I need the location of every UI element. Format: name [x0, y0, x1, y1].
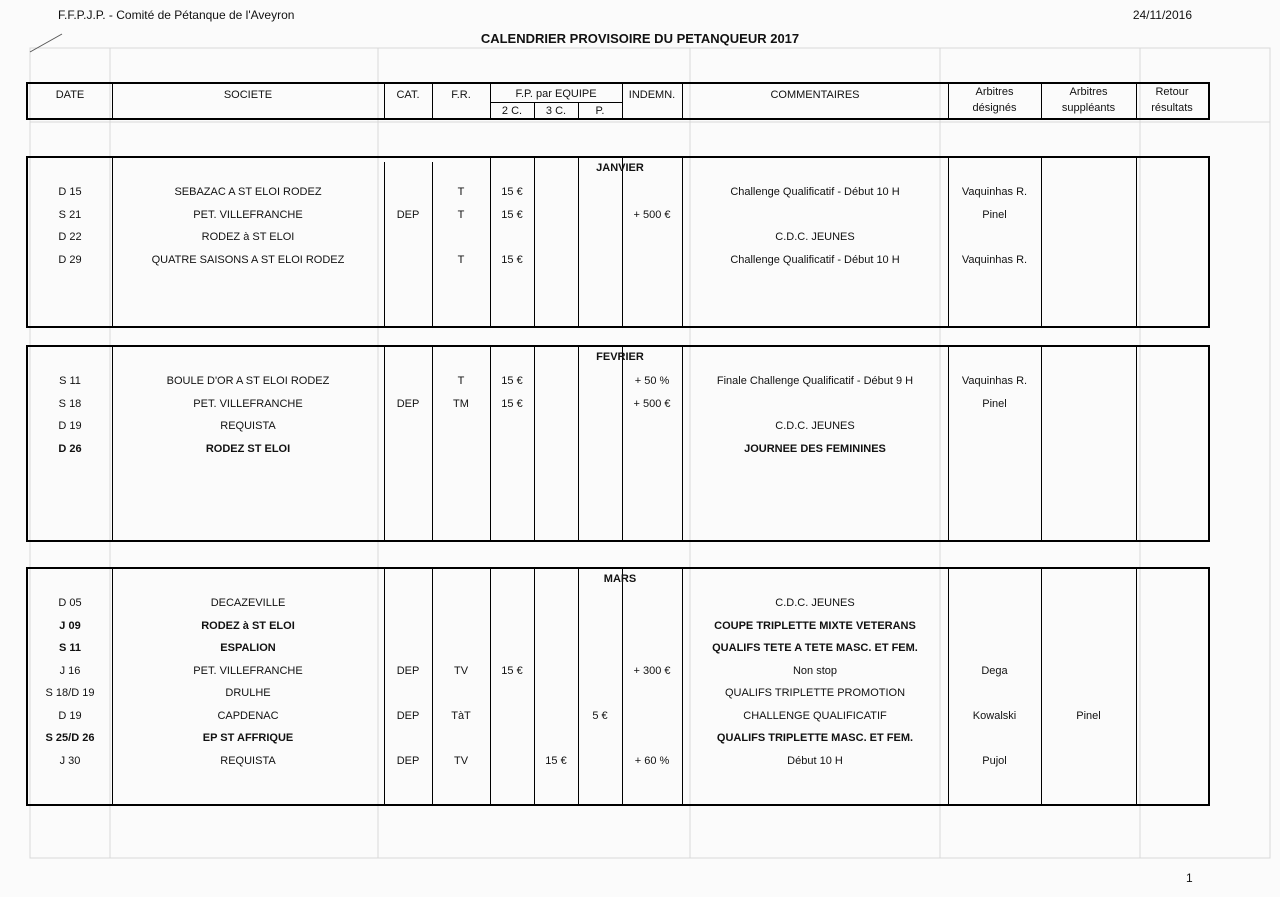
col-cat: CAT.: [396, 89, 420, 101]
col-arbitres-designes: [948, 86, 1041, 120]
cell-comment: QUALIFS TETE A TETE MASC. ET FEM.: [712, 642, 918, 654]
cell-comment: Challenge Qualificatif - Début 10 H: [730, 253, 900, 266]
cell-societe: PET. VILLEFRANCHE: [193, 397, 303, 410]
cell-date: S 11: [59, 375, 81, 387]
cell-comment: JOURNEE DES FEMININES: [744, 442, 886, 455]
cell-arb: Kowalski: [972, 709, 1017, 722]
cell-indemn: + 500 €: [633, 397, 671, 410]
cell-arb: Vaquinhas R.: [961, 253, 1028, 266]
cell-date: S 18/D 19: [45, 687, 95, 699]
cell-indemn: + 500 €: [633, 208, 671, 221]
cell-arb: Vaquinhas R.: [961, 375, 1028, 387]
col-arbitres2-label: Arbitres: [1069, 86, 1108, 98]
cell-cat: DEP: [396, 397, 420, 410]
col-fp-2c: 2 C.: [501, 105, 523, 117]
cell-arb: Vaquinhas R.: [961, 186, 1028, 198]
cell-societe: QUATRE SAISONS A ST ELOI RODEZ: [151, 253, 345, 266]
cell-arb: Dega: [981, 664, 1008, 677]
calendar-row: [28, 755, 1208, 769]
cell-comment: QUALIFS TRIPLETTE PROMOTION: [724, 687, 906, 699]
month-section-fevrier: [26, 345, 1210, 542]
cell-date: D 26: [58, 442, 82, 455]
calendar-row: [28, 665, 1208, 679]
col-arbitres-suppleants: [1041, 86, 1136, 120]
cell-societe: ESPALION: [220, 642, 276, 654]
cell-date: J 30: [59, 754, 81, 767]
calendar-row: [28, 597, 1208, 611]
document-date: 24/11/2016: [1132, 8, 1192, 22]
calendar-row: [28, 687, 1208, 701]
month-section-mars: [26, 567, 1210, 806]
col-fp: F.P. par EQUIPE: [515, 88, 597, 100]
cell-societe: SEBAZAC A ST ELOI RODEZ: [174, 186, 322, 198]
cell-societe: DRULHE: [225, 687, 271, 699]
cell-cat: DEP: [396, 664, 420, 677]
calendar-row: [28, 231, 1208, 245]
page-title: CALENDRIER PROVISOIRE DU PETANQUEUR 2017: [480, 31, 800, 46]
calendar-row: [28, 254, 1208, 268]
cell-c2: 15 €: [501, 253, 523, 266]
cell-c2: 15 €: [501, 397, 523, 410]
cell-comment: Début 10 H: [787, 754, 843, 767]
col-suppleants-label: suppléants: [1061, 102, 1116, 114]
cell-date: D 05: [58, 597, 82, 609]
cell-fr: T: [457, 375, 465, 387]
col-resultats-label: résultats: [1151, 102, 1193, 114]
cell-comment: QUALIFS TRIPLETTE MASC. ET FEM.: [716, 732, 914, 744]
cell-arb: Pinel: [982, 397, 1007, 410]
cell-date: S 21: [58, 208, 82, 221]
cell-date: S 25/D 26: [45, 732, 95, 744]
cell-fr: TV: [453, 754, 469, 767]
calendar-row: [28, 398, 1208, 412]
col-commentaires: COMMENTAIRES: [770, 89, 860, 101]
cell-comment: Challenge Qualificatif - Début 10 H: [730, 186, 900, 198]
cell-societe: RODEZ à ST ELOI: [201, 619, 295, 632]
cell-date: D 15: [58, 186, 82, 198]
col-indemn: INDEMN.: [628, 89, 676, 101]
cell-cat: DEP: [396, 754, 420, 767]
cell-date: D 19: [58, 709, 82, 722]
cell-c2: 15 €: [501, 375, 523, 387]
cell-date: J 16: [59, 664, 81, 677]
cell-comment: C.D.C. JEUNES: [775, 420, 855, 432]
cell-c2: 15 €: [501, 664, 523, 677]
col-fr: F.R.: [451, 89, 471, 101]
cell-societe: RODEZ à ST ELOI: [201, 231, 295, 243]
calendar-row: [28, 186, 1208, 200]
cell-fr: TàT: [451, 709, 471, 722]
col-fp-3c: 3 C.: [545, 105, 567, 117]
cell-comment: CHALLENGE QUALIFICATIF: [743, 709, 887, 722]
page-number: 1: [1186, 871, 1193, 885]
cell-indemn: + 300 €: [633, 664, 671, 677]
calendar-row: [28, 443, 1208, 457]
cell-societe: RODEZ ST ELOI: [205, 442, 291, 455]
cell-c2: 15 €: [501, 208, 523, 221]
calendar-row: [28, 732, 1208, 746]
calendar-row: [28, 420, 1208, 434]
organization-name: F.F.P.J.P. - Comité de Pétanque de l'Aveyron: [58, 8, 295, 22]
month-title: MARS: [603, 573, 637, 585]
cell-comment: Finale Challenge Qualificatif - Début 9 H: [716, 375, 914, 387]
col-societe: SOCIETE: [223, 89, 273, 101]
calendar-row: [28, 375, 1208, 389]
cell-comment: C.D.C. JEUNES: [775, 231, 855, 243]
cell-fr: T: [457, 186, 465, 198]
cell-societe: REQUISTA: [220, 420, 276, 432]
month-title: FEVRIER: [596, 351, 644, 363]
cell-cat: DEP: [396, 709, 420, 722]
cell-societe: DECAZEVILLE: [210, 597, 286, 609]
cell-societe: REQUISTA: [220, 754, 276, 767]
cell-sup: Pinel: [1076, 709, 1101, 722]
cell-comment: Non stop: [792, 664, 838, 677]
cell-date: D 29: [58, 253, 82, 266]
col-retour-resultats: [1136, 86, 1208, 120]
cell-comment: COUPE TRIPLETTE MIXTE VETERANS: [714, 619, 916, 632]
month-section-janvier: [26, 156, 1210, 328]
cell-date: D 19: [58, 420, 82, 432]
cell-indemn: + 60 %: [634, 754, 670, 767]
calendar-row: [28, 710, 1208, 724]
calendar-row: [28, 209, 1208, 223]
col-fp-p: P.: [595, 105, 605, 117]
cell-fr: T: [457, 253, 465, 266]
cell-date: S 18: [58, 397, 82, 410]
col-retour-label: Retour: [1155, 86, 1189, 98]
cell-fr: TV: [453, 664, 469, 677]
col-designes-label: désignés: [972, 102, 1017, 114]
col-arbitres-label: Arbitres: [975, 86, 1014, 98]
cell-arb: Pinel: [982, 208, 1007, 221]
cell-societe: PET. VILLEFRANCHE: [193, 664, 303, 677]
cell-cat: DEP: [396, 208, 420, 221]
cell-fr: T: [457, 208, 465, 221]
cell-societe: CAPDENAC: [217, 709, 279, 722]
cell-societe: EP ST AFFRIQUE: [202, 732, 294, 744]
cell-fr: TM: [453, 397, 469, 410]
calendar-row: [28, 642, 1208, 656]
month-title: JANVIER: [596, 162, 644, 174]
cell-arb: Pujol: [982, 754, 1007, 767]
column-header-row: [26, 82, 1210, 120]
cell-c3: 15 €: [545, 754, 567, 767]
cell-date: S 11: [58, 642, 82, 654]
cell-societe: PET. VILLEFRANCHE: [193, 208, 303, 221]
cell-p: 5 €: [592, 709, 608, 722]
cell-date: J 09: [59, 619, 81, 632]
cell-indemn: + 50 %: [634, 375, 670, 387]
cell-comment: C.D.C. JEUNES: [775, 597, 855, 609]
col-date: DATE: [55, 89, 85, 101]
cell-societe: BOULE D'OR A ST ELOI RODEZ: [166, 375, 330, 387]
calendar-row: [28, 620, 1208, 634]
cell-c2: 15 €: [501, 186, 523, 198]
cell-date: D 22: [58, 231, 82, 243]
